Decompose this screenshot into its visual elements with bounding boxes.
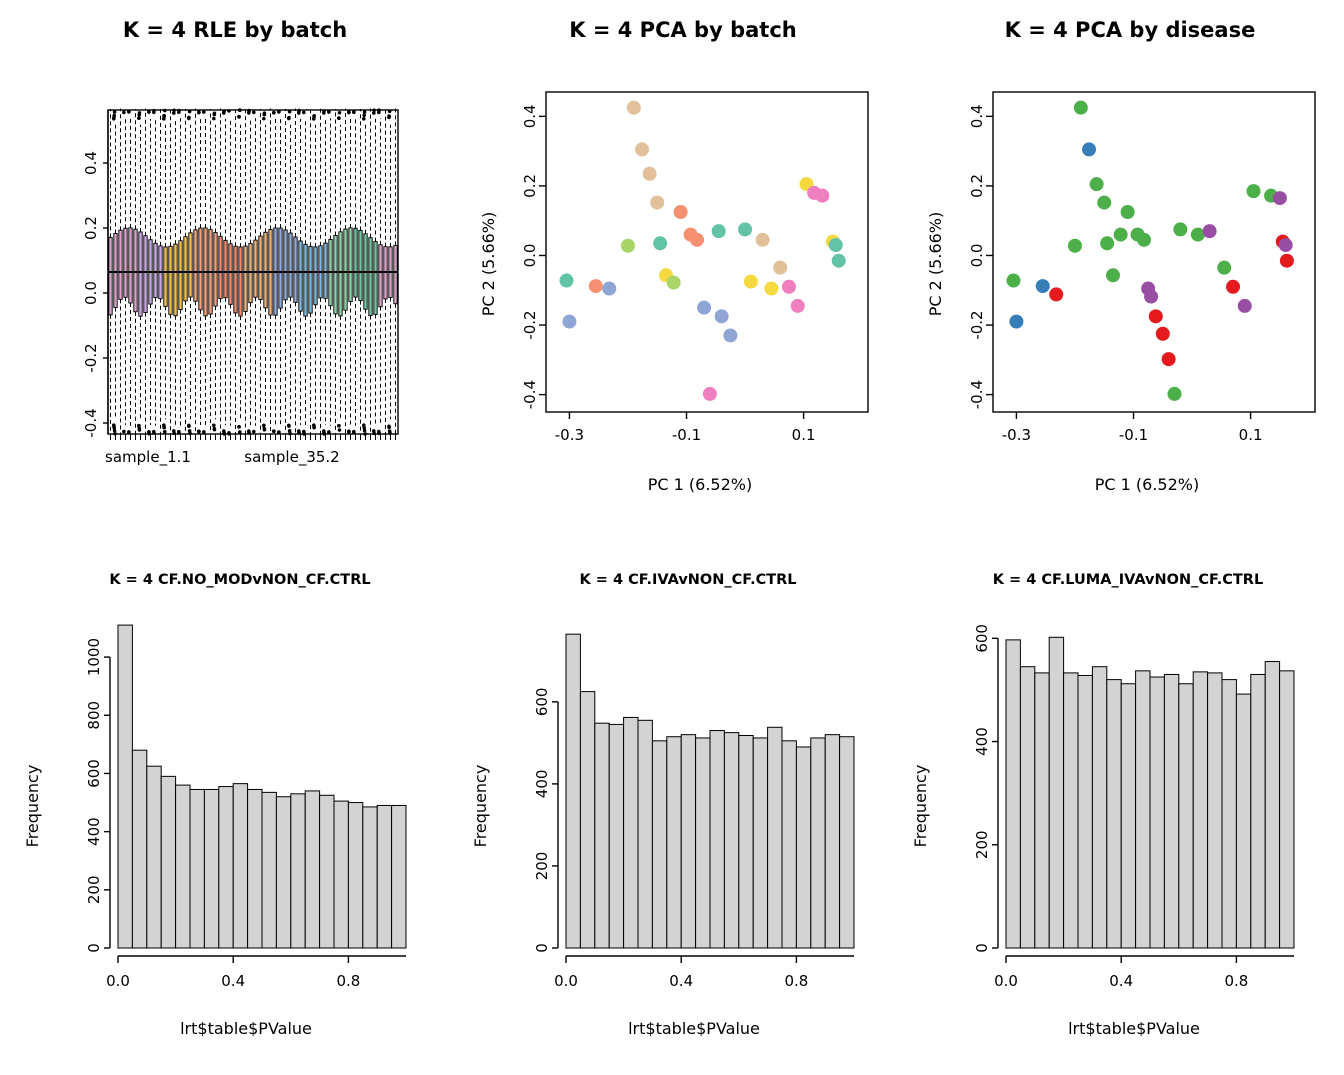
svg-text:0.4: 0.4 [968, 104, 986, 129]
svg-text:0.1: 0.1 [1238, 426, 1263, 444]
svg-text:400: 400 [973, 727, 991, 756]
hist-luma-iva-bars [1006, 637, 1294, 948]
panel-title-hist-luma-iva: K = 4 CF.LUMA_IVAvNON_CF.CTRL [992, 572, 1264, 588]
svg-text:-0.4: -0.4 [968, 379, 986, 410]
svg-text:-0.3: -0.3 [1001, 426, 1032, 444]
pca-disease-ylabel: PC 2 (5.66%) [926, 211, 945, 317]
rle-ytick-2: 0.0 [82, 281, 100, 305]
panel-hist-no-mod [20, 572, 460, 1062]
svg-text:0.8: 0.8 [784, 972, 809, 990]
svg-text:0.0: 0.0 [521, 243, 539, 268]
svg-text:600: 600 [85, 759, 103, 788]
pca-disease-svg [915, 42, 1344, 512]
svg-text:0.4: 0.4 [669, 972, 694, 990]
hist-luma-iva-ylabel: Frequency [911, 764, 930, 848]
svg-text:0.0: 0.0 [106, 972, 130, 990]
svg-text:-0.3: -0.3 [554, 426, 585, 444]
rle-boxes [108, 108, 398, 436]
svg-text:0.0: 0.0 [994, 972, 1018, 990]
hist-iva-xlabel: lrt$table$PValue [628, 1019, 760, 1038]
svg-text:200: 200 [973, 830, 991, 860]
hist-iva-ylabel: Frequency [471, 764, 490, 848]
panel-title-hist-no-mod: K = 4 CF.NO_MODvNON_CF.CTRL [109, 572, 371, 588]
pca-batch-svg [468, 42, 898, 512]
svg-text:200: 200 [533, 851, 551, 881]
panel-pca-by-disease [915, 18, 1344, 518]
panel-title-pca-batch: K = 4 PCA by batch [569, 18, 797, 42]
panel-pca-by-batch [468, 18, 898, 518]
svg-text:600: 600 [973, 624, 991, 653]
rle-xlabel-right: sample_35.2 [244, 448, 340, 466]
svg-text:0.1: 0.1 [791, 426, 816, 444]
rle-ytick-0: -0.4 [82, 408, 100, 438]
svg-text:400: 400 [533, 769, 551, 799]
pca-disease-axes [968, 92, 1315, 444]
svg-text:0.8: 0.8 [336, 972, 361, 990]
rle-boxplot-svg [20, 42, 450, 482]
svg-text:400: 400 [85, 817, 103, 846]
panel-hist-luma-iva [908, 572, 1344, 1062]
svg-text:0.4: 0.4 [1109, 972, 1134, 990]
svg-text:0: 0 [85, 943, 103, 953]
panel-rle-by-batch [20, 18, 450, 498]
hist-no-mod-ylabel: Frequency [23, 764, 42, 848]
svg-text:200: 200 [85, 875, 103, 905]
svg-text:0.0: 0.0 [968, 243, 986, 268]
hist-luma-iva-svg [908, 588, 1344, 1048]
svg-text:600: 600 [533, 687, 551, 717]
svg-text:0.2: 0.2 [968, 173, 986, 198]
rle-ytick-4: 0.4 [82, 151, 100, 175]
hist-no-mod-xlabel: lrt$table$PValue [180, 1019, 312, 1038]
pca-batch-axes [521, 92, 868, 444]
svg-text:0.4: 0.4 [521, 104, 539, 129]
hist-luma-iva-xlabel: lrt$table$PValue [1068, 1019, 1200, 1038]
pca-batch-ylabel: PC 2 (5.66%) [479, 211, 498, 317]
panel-title-pca-disease: K = 4 PCA by disease [1004, 18, 1256, 42]
svg-text:-0.1: -0.1 [1118, 426, 1149, 444]
svg-text:-0.1: -0.1 [671, 426, 702, 444]
svg-text:0.8: 0.8 [1224, 972, 1249, 990]
pca-batch-points [559, 101, 845, 401]
rle-xlabel-left: sample_1.1 [105, 448, 191, 466]
rle-ytick-1: -0.2 [82, 343, 100, 373]
panel-title-hist-iva: K = 4 CF.IVAvNON_CF.CTRL [579, 572, 797, 588]
pca-disease-points [1006, 101, 1293, 401]
svg-text:0: 0 [533, 943, 551, 953]
svg-text:-0.2: -0.2 [968, 310, 986, 340]
panel-hist-iva [468, 572, 908, 1062]
svg-text:-0.4: -0.4 [521, 379, 539, 410]
svg-text:0: 0 [973, 943, 991, 953]
rle-ytick-3: 0.2 [82, 216, 100, 240]
rle-y-axis [82, 110, 108, 438]
svg-text:0.4: 0.4 [221, 972, 246, 990]
svg-text:0.0: 0.0 [554, 972, 578, 990]
hist-iva-bars [566, 634, 854, 948]
svg-text:0.2: 0.2 [521, 173, 539, 198]
hist-no-mod-bars [118, 625, 406, 948]
hist-no-mod-svg [20, 588, 460, 1048]
rle-x-axis-ticks [111, 434, 396, 440]
svg-text:800: 800 [85, 700, 104, 730]
pca-disease-xlabel: PC 1 (6.52%) [1094, 475, 1200, 494]
pca-batch-xlabel: PC 1 (6.52%) [647, 475, 753, 494]
svg-text:1000: 1000 [85, 637, 103, 677]
hist-iva-svg [468, 588, 908, 1048]
svg-text:-0.2: -0.2 [521, 310, 539, 340]
panel-title-rle: K = 4 RLE by batch [122, 18, 348, 42]
